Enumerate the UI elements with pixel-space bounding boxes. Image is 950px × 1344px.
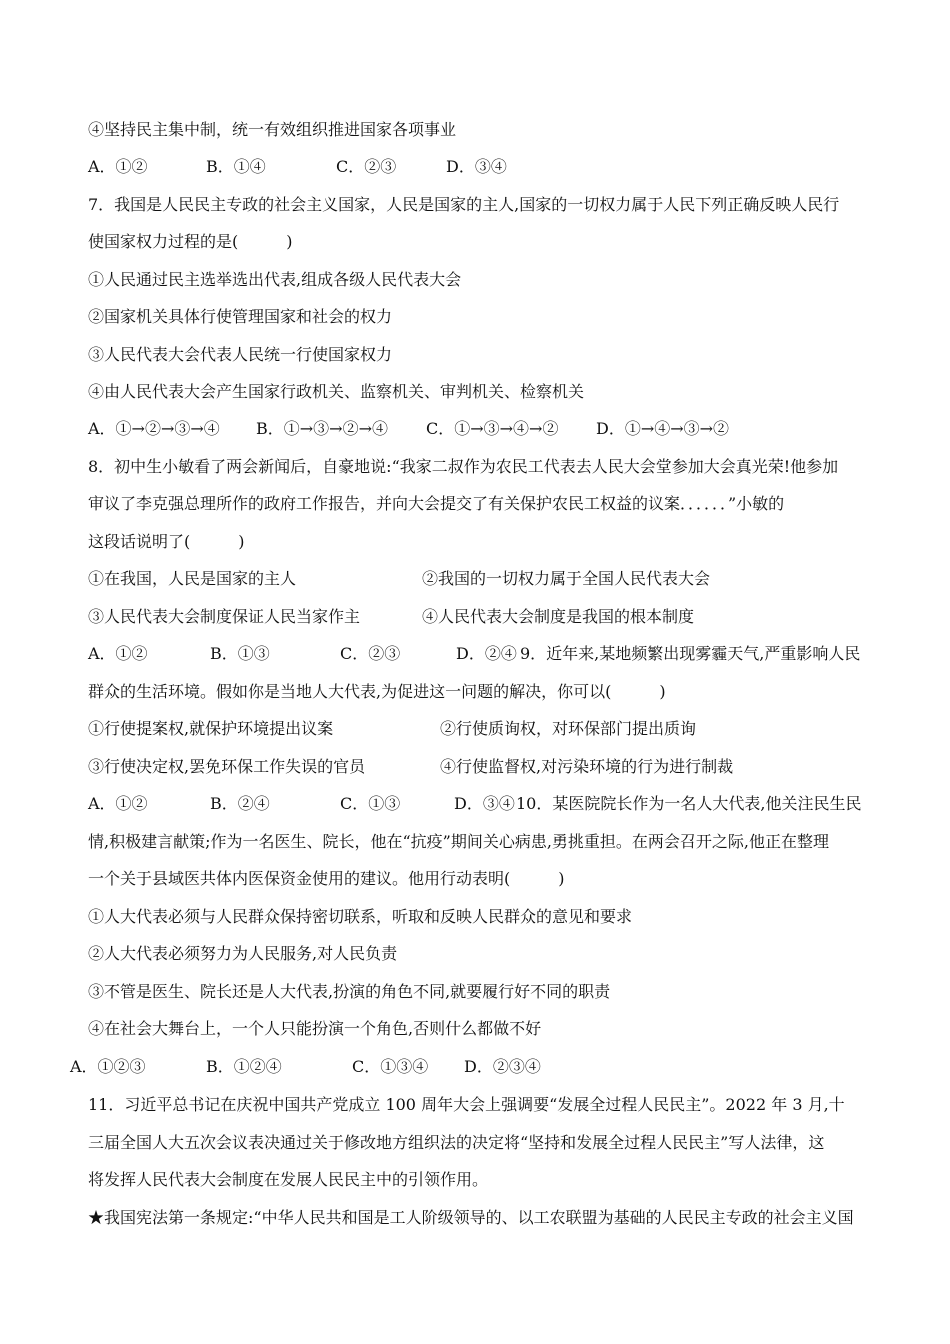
q7-option-c: C．①→③→④→②: [426, 419, 559, 438]
q7-option-d: D．①→④→③→②: [596, 419, 730, 438]
q8-item-2: ②我国的一切权力属于全国人民代表大会: [422, 569, 711, 588]
q10-option-b: B．①②④: [206, 1057, 282, 1076]
q8-option-b: B．①③: [210, 644, 270, 663]
q10-item-2: ②人大代表必须努力为人民服务,对人民负责: [88, 944, 398, 963]
q8-option-a: A．①②: [88, 644, 148, 663]
q11-line1: 11．习近平总书记在庆祝中国共产党成立 100 周年大会上强调要“发展全过程人民民主”。2022 年 3 月,十: [88, 1095, 845, 1114]
q9-options-q10-start: [88, 794, 888, 816]
q11-line3: 将发挥人民代表大会制度在发展人民民主中的引领作用。: [88, 1170, 489, 1189]
q7-item-3: ③人民代表大会代表人民统一行使国家权力: [88, 345, 393, 364]
q10-stem-line2: 情,积极建言献策;作为一名医生、院长，他在“抗疫”期间关心病患,勇挑重担。在两会召开之际,他正在整理: [88, 832, 830, 851]
q8-stem-line3: 这段话说明了( ): [88, 532, 245, 551]
q6-option-c: C．②③: [336, 157, 397, 176]
q7-stem-line2: 使国家权力过程的是( ): [88, 232, 293, 251]
q10-stem-line1: 10．某医院院长作为一名人大代表,他关注民生民: [516, 794, 862, 813]
q8-option-c: C．②③: [340, 644, 401, 663]
q6-options: [88, 157, 888, 179]
q9-item-3: ③行使决定权,罢免环保工作失误的官员: [88, 757, 366, 776]
q10-item-1: ①人大代表必须与人民群众保持密切联系，听取和反映人民群众的意见和要求: [88, 907, 633, 926]
q8-items-row2: [88, 607, 888, 629]
q9-item-1: ①行使提案权,就保护环境提出议案: [88, 719, 334, 738]
q9-stem-line1: 9．近年来,某地频繁出现雾霾天气,严重影响人民: [520, 644, 861, 663]
q9-item-2: ②行使质询权，对环保部门提出质询: [440, 719, 697, 738]
q8-stem-line2: 审议了李克强总理所作的政府工作报告，并向大会提交了有关保护农民工权益的议案．．．．．．”小敏的: [88, 494, 785, 513]
q6-option-a: A．①②: [88, 157, 148, 176]
q9-items-row1: [88, 719, 888, 741]
q7-item-1: ①人民通过民主选举选出代表,组成各级人民代表大会: [88, 270, 462, 289]
q8-item-1: ①在我国，人民是国家的主人: [88, 569, 297, 588]
q9-item-4: ④行使监督权,对污染环境的行为进行制裁: [440, 757, 734, 776]
q7-item-4: ④由人民代表大会产生国家行政机关、监察机关、审判机关、检察机关: [88, 382, 585, 401]
q8-item-3: ③人民代表大会制度保证人民当家作主: [88, 607, 361, 626]
q9-option-b: B．②④: [210, 794, 270, 813]
q8-stem-line1: 8．初中生小敏看了两会新闻后，自豪地说:“我家二叔作为农民工代表去人民大会堂参加大会真光荣!他参加: [88, 457, 839, 476]
q10-option-c: C．①③④: [352, 1057, 429, 1076]
q11-line4: ★我国宪法第一条规定:“中华人民共和国是工人阶级领导的、以工农联盟为基础的人民民主专政的社会主义国: [88, 1208, 854, 1227]
q9-option-c: C．①③: [340, 794, 401, 813]
q7-options: [88, 419, 888, 441]
q10-options: [70, 1057, 870, 1079]
q7-option-a: A．①→②→③→④: [88, 419, 220, 438]
q10-option-a: A．①②③: [70, 1057, 146, 1076]
q8-items-row1: [88, 569, 888, 591]
q6-option-b: B．①④: [206, 157, 266, 176]
q9-stem-line2: 群众的生活环境。假如你是当地人大代表,为促进这一问题的解决，你可以( ): [88, 682, 666, 701]
q9-option-a: A．①②: [88, 794, 148, 813]
q8-item-4: ④人民代表大会制度是我国的根本制度: [422, 607, 695, 626]
q7-item-2: ②国家机关具体行使管理国家和社会的权力: [88, 307, 393, 326]
q7-stem-line1: 7．我国是人民民主专政的社会主义国家，人民是国家的主人,国家的一切权力属于人民下列正确反映人民行: [88, 195, 840, 214]
q10-item-4: ④在社会大舞台上，一个人只能扮演一个角色,否则什么都做不好: [88, 1019, 542, 1038]
q10-stem-line3: 一个关于县域医共体内医保资金使用的建议。他用行动表明( ): [88, 869, 565, 888]
q10-option-d: D．②③④: [464, 1057, 541, 1076]
q6-item-4: ④坚持民主集中制，统一有效组织推进国家各项事业: [88, 120, 457, 139]
q10-item-3: ③不管是医生、院长还是人大代表,扮演的角色不同,就要履行好不同的职责: [88, 982, 611, 1001]
q8-options-q9-start: [88, 644, 888, 666]
q8-option-d: D．②④: [456, 644, 517, 663]
q11-line2: 三届全国人大五次会议表决通过关于修改地方组织法的决定将“坚持和发展全过程人民民主”写人法律，这: [88, 1133, 825, 1152]
q9-items-row2: [88, 757, 888, 779]
q6-option-d: D．③④: [446, 157, 507, 176]
q9-option-d: D．③④: [454, 794, 515, 813]
q7-option-b: B．①→③→②→④: [256, 419, 388, 438]
